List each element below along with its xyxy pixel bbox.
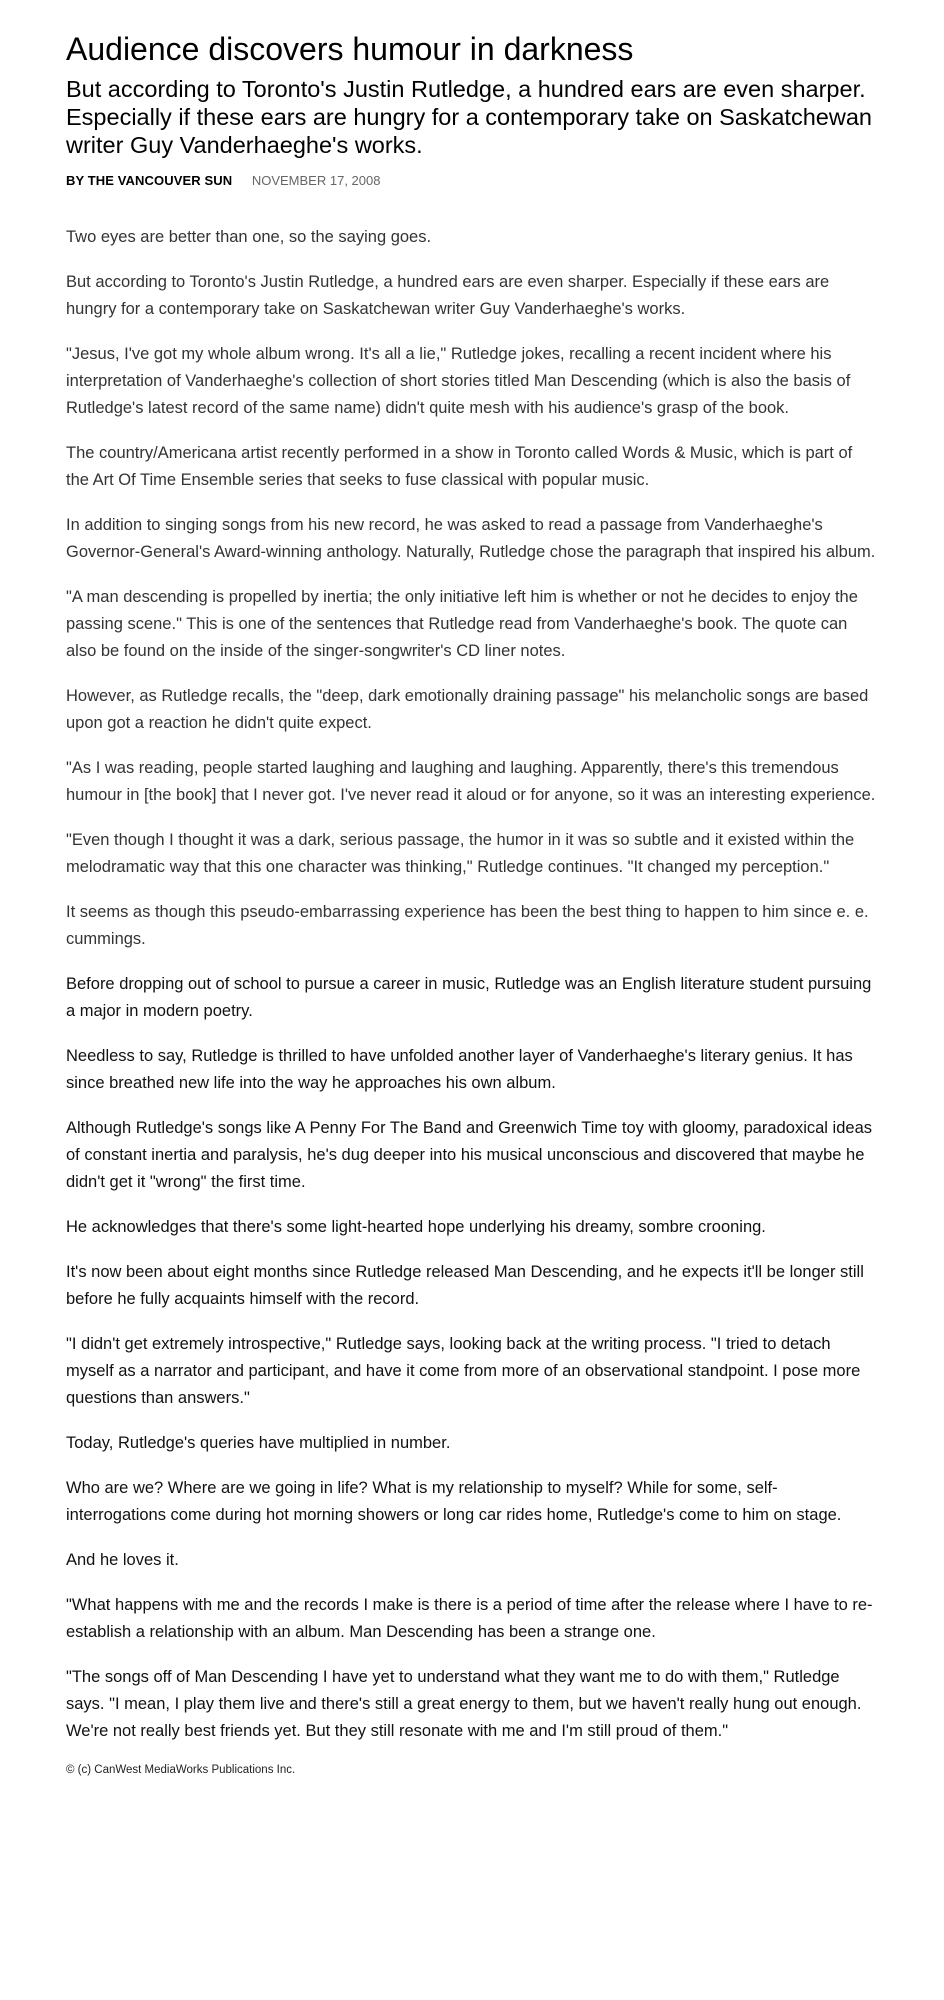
deck-subheadline: But according to Toronto's Justin Rutledge, a hundred ears are even sharper. Especially if these ears are hungry for a contemporary take on Saskatchewan writer Guy Vanderhaeghe's works.	[66, 76, 872, 158]
byline: BY THE VANCOUVER SUN	[66, 173, 233, 188]
paragraph: It seems as though this pseudo-embarrassing experience has been the best thing to happen to him since e. e. cummings.	[66, 903, 869, 948]
paragraph: In addition to singing songs from his new record, he was asked to read a passage from Vanderhaeghe's Governor-General's Award-winning anthology. Naturally, Rutledge chose the paragraph that inspired his album.	[66, 516, 876, 561]
article	[66, 30, 876, 1777]
paragraph: He acknowledges that there's some light-hearted hope underlying his dreamy, sombre crooning.	[66, 1218, 766, 1236]
byline-row	[66, 173, 876, 189]
paragraph: Before dropping out of school to pursue a career in music, Rutledge was an English literature student pursuing a major in modern poetry.	[66, 975, 872, 1020]
publish-date: NOVEMBER 17, 2008	[251, 173, 381, 188]
paragraph: "What happens with me and the records I make is there is a period of time after the release where I have to re-establish a relationship with an album. Man Descending has been a strange one.	[66, 1596, 873, 1641]
paragraph: "I didn't get extremely introspective," Rutledge says, looking back at the writing process. "I tried to detach myself as a narrator and participant, and have it come from more of an observational standpoint. I pose more questions than answers."	[66, 1335, 861, 1407]
headline: Audience discovers humour in darkness	[66, 31, 634, 67]
paragraph: However, as Rutledge recalls, the "deep, dark emotionally draining passage" his melancholic songs are based upon got a reaction he didn't quite expect.	[66, 687, 869, 732]
article-body	[66, 224, 876, 1745]
paragraph: It's now been about eight months since Rutledge released Man Descending, and he expects it'll be longer still before he fully acquaints himself with the record.	[66, 1263, 864, 1308]
paragraph: Today, Rutledge's queries have multiplied in number.	[66, 1434, 451, 1452]
paragraph: "A man descending is propelled by inertia; the only initiative left him is whether or not he decides to enjoy the passing scene." This is one of the sentences that Rutledge read from Vanderhaeghe's book. The quote can also be found on the inside of the singer-songwriter's CD liner notes.	[66, 588, 858, 660]
paragraph: Although Rutledge's songs like A Penny For The Band and Greenwich Time toy with gloomy, paradoxical ideas of constant inertia and paralysis, he's dug deeper into his musical unconscious and discovered that maybe he didn't get it "wrong" the first time.	[66, 1119, 872, 1191]
copyright-notice: © (c) CanWest MediaWorks Publications Inc.	[66, 1764, 296, 1776]
paragraph: Who are we? Where are we going in life? What is my relationship to myself? While for some, self-interrogations come during hot morning showers or long car rides home, Rutledge's come to him on stage.	[66, 1479, 842, 1524]
paragraph: Needless to say, Rutledge is thrilled to have unfolded another layer of Vanderhaeghe's literary genius. It has since breathed new life into the way he approaches his own album.	[66, 1047, 853, 1092]
paragraph: "The songs off of Man Descending I have yet to understand what they want me to do with them," Rutledge says. "I mean, I play them live and there's still a great energy to them, but we haven't really hung out enough. We're not really best friends yet. But they still resonate with me and I'm still proud of them."	[66, 1668, 862, 1740]
paragraph: The country/Americana artist recently performed in a show in Toronto called Words & Music, which is part of the Art Of Time Ensemble series that seeks to fuse classical with popular music.	[66, 444, 853, 489]
paragraph: But according to Toronto's Justin Rutledge, a hundred ears are even sharper. Especially if these ears are hungry for a contemporary take on Saskatchewan writer Guy Vanderhaeghe's works.	[66, 273, 830, 318]
paragraph: Two eyes are better than one, so the saying goes.	[66, 228, 432, 246]
paragraph: "As I was reading, people started laughing and laughing and laughing. Apparently, there's this tremendous humour in [the book] that I never got. I've never read it aloud or for anyone, so it was an interesting experience.	[66, 759, 876, 804]
paragraph: "Even though I thought it was a dark, serious passage, the humor in it was so subtle and it existed within the melodramatic way that this one character was thinking," Rutledge continues. "It changed my perception."	[66, 831, 855, 876]
paragraph: "Jesus, I've got my whole album wrong. It's all a lie," Rutledge jokes, recalling a recent incident where his interpretation of Vanderhaeghe's collection of short stories titled Man Descending (which is also the basis of Rutledge's latest record of the same name) didn't quite mesh with his audience's grasp of the book.	[66, 345, 851, 417]
paragraph: And he loves it.	[66, 1551, 179, 1569]
